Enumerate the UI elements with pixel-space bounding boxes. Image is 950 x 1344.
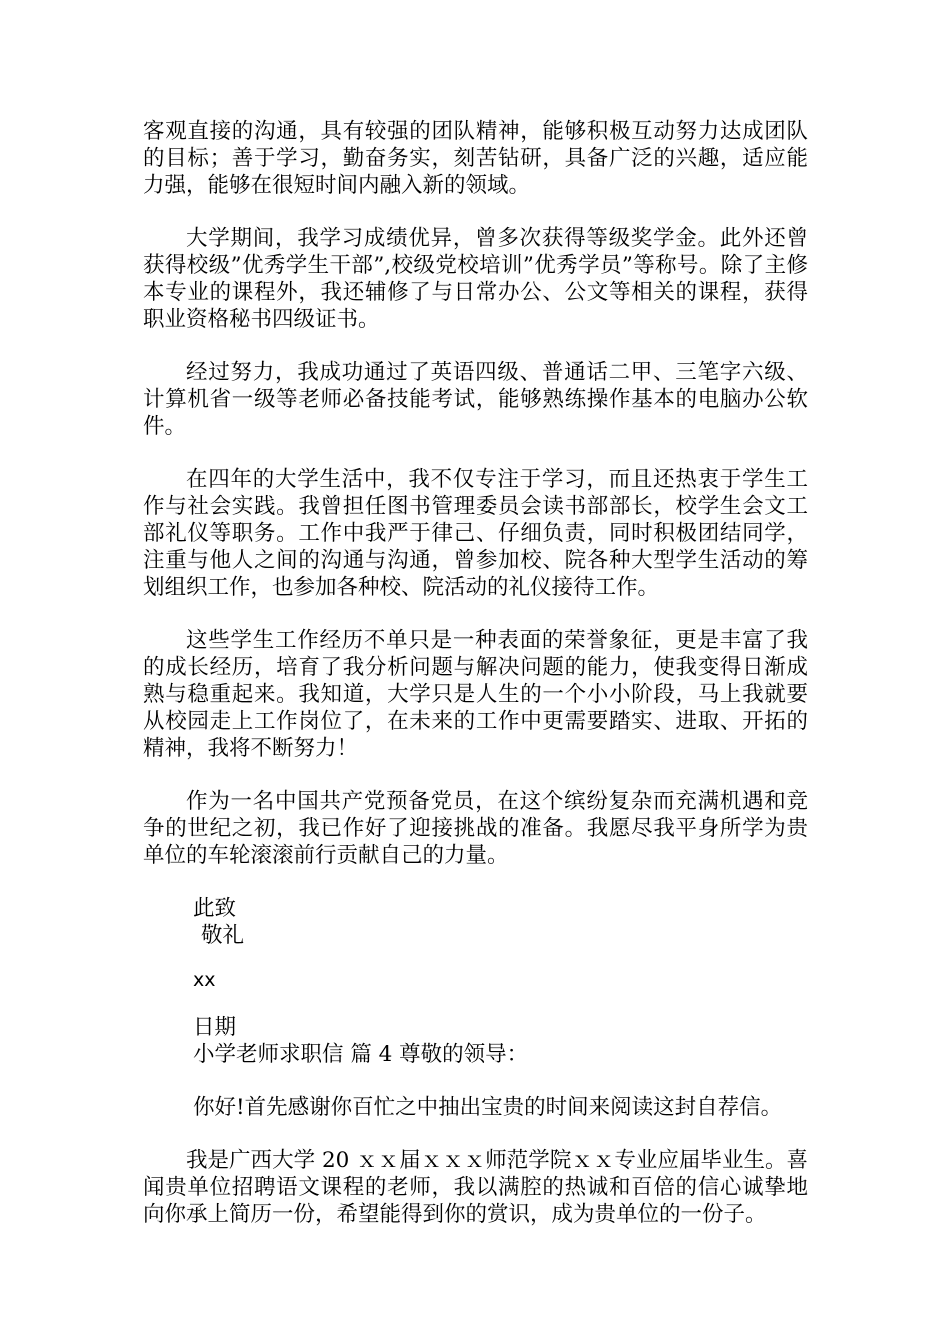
- closing-regards: 敬礼: [201, 923, 245, 948]
- paragraph-student-work: 在四年的大学生活中，我不仅专注于学习，而且还热衷于学生工作与社会实践。我曾担任图书管理委员会读书部部长，校学生会文工部礼仪等职务。工作中我严于律己、仔细负责，同时积极团结同学，注重与他人之间的沟通与沟通，曾参加校、院各种大型学生活动的筹划组织工作，也参加各种校、院活动的礼仪接待工作。: [143, 467, 808, 600]
- document-body: [143, 118, 808, 1254]
- closing-salutation: 此致: [193, 896, 237, 921]
- paragraph-academics: 大学期间，我学习成绩优异，曾多次获得等级奖学金。此外还曾获得校级”优秀学生干部”,校级党校培训”优秀学员”等称号。除了主修本专业的课程外，我还辅修了与日常办公、公文等相关的课程，获得职业资格秘书四级证书。: [143, 226, 808, 332]
- date-label: 日期: [193, 1015, 237, 1040]
- paragraph-experience: 这些学生工作经历不单只是一种表面的荣誉象征，更是丰富了我的成长经历，培育了我分析问题与解决问题的能力，使我变得日渐成熟与稳重起来。我知道，大学只是人生的一个小小阶段，马上我就要从校园走上工作岗位了，在未来的工作中更需要踏实、进取、开拓的精神，我将不断努力！: [143, 628, 808, 761]
- paragraph-skills: 经过努力，我成功通过了英语四级、普通话二甲、三笔字六级、计算机省一级等老师必备技能考试，能够熟练操作基本的电脑办公软件。: [143, 360, 808, 439]
- paragraph-introduction: 我是广西大学 20 ｘｘ届ｘｘｘ师范学院ｘｘ专业应届毕业生。喜闻贵单位招聘语文课程的老师，我以满腔的热诚和百倍的信心诚挚地向你承上简历一份，希望能得到你的赏识，成为贵单位的一份子。: [143, 1148, 808, 1227]
- section-heading: 小学老师求职信 篇 4 尊敬的领导：: [193, 1042, 529, 1067]
- paragraph-teamwork: 客观直接的沟通，具有较强的团队精神，能够积极互动努力达成团队的目标；善于学习，勤奋务实，刻苦钻研，具备广泛的兴趣，适应能力强，能够在很短时间内融入新的领域。: [143, 119, 808, 198]
- paragraph-party-member: 作为一名中国共产党预备党员，在这个缤纷复杂而充满机遇和竞争的世纪之初，我已作好了迎接挑战的准备。我愿尽我平身所学为贵单位的车轮滚滚前行贡献自己的力量。: [143, 789, 808, 868]
- signature: xx: [193, 969, 216, 991]
- greeting-line: 你好!首先感谢你百忙之中抽出宝贵的时间来阅读这封自荐信。: [193, 1095, 783, 1120]
